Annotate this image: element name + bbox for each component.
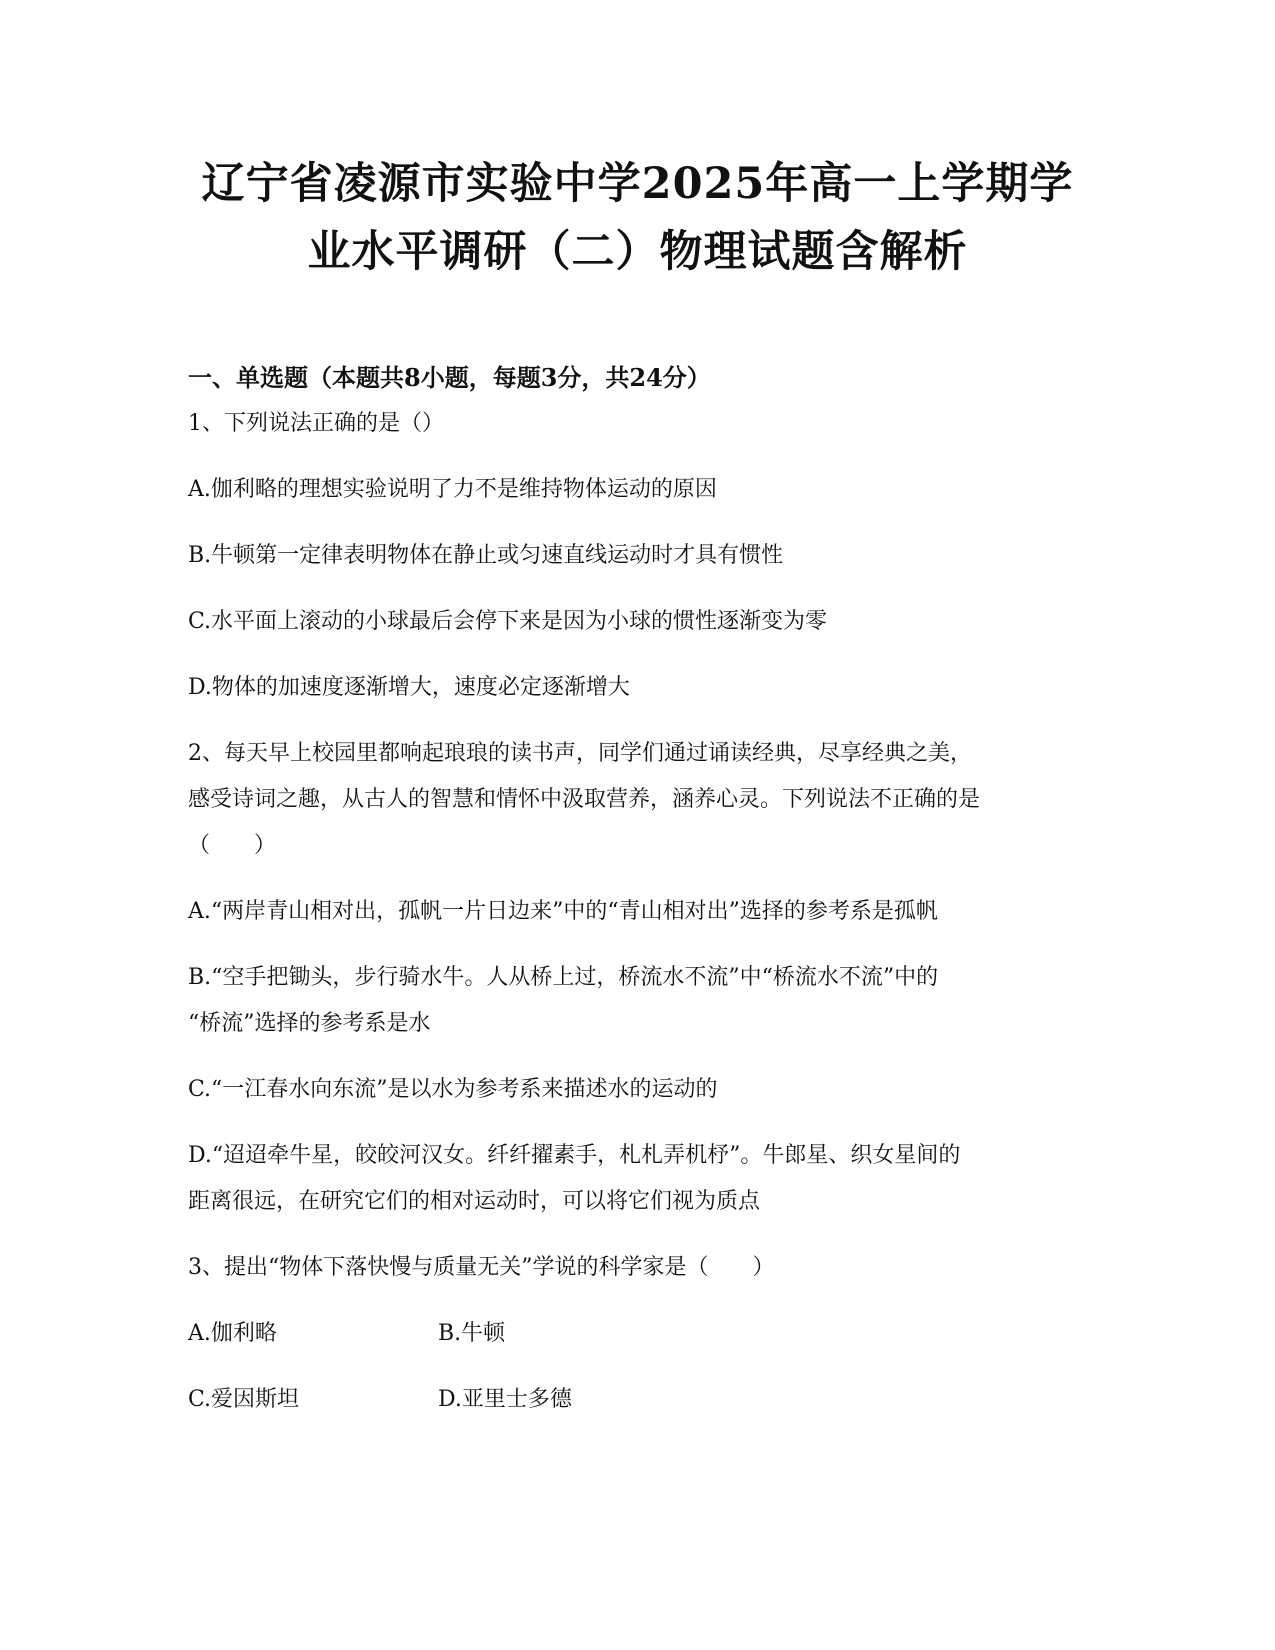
question-3-stem: 3、提出“物体下落快慢与质量无关”学说的科学家是（ ） <box>188 1255 775 1280</box>
question-3-options-row-2 <box>188 1382 572 1413</box>
question-2-option-d-line-2: 距离很远，在研究它们的相对运动时，可以将它们视为质点 <box>188 1189 761 1214</box>
question-2-stem-line-2: 感受诗词之趣，从古人的智慧和情怀中汲取营养，涵养心灵。下列说法不正确的是 <box>188 787 981 812</box>
document-title-line-2: 业水平调研（二）物理试题含解析 <box>307 227 968 277</box>
question-2-stem-line-1: 2、每天早上校园里都响起琅琅的读书声，同学们通过诵读经典，尽享经典之美， <box>188 741 972 766</box>
question-2-option-b-line-1: B.“空手把锄头，步行骑水牛。人从桥上过，桥流水不流”中“桥流水不流”中的 <box>188 965 939 990</box>
question-1-option-c: C.水平面上滚动的小球最后会停下来是因为小球的惯性逐渐变为零 <box>188 609 828 634</box>
question-1-stem: 1、下列说法正确的是（） <box>188 411 444 436</box>
question-2-option-d-line-1: D.“迢迢牵牛星，皎皎河汉女。纤纤擢素手，札札弄机杼”。牛郎星、织女星间的 <box>188 1143 961 1168</box>
question-2-stem-line-3: （ ） <box>188 833 277 858</box>
question-3-option-d: D.亚里士多德 <box>438 1387 572 1412</box>
question-1-option-b: B.牛顿第一定律表明物体在静止或匀速直线运动时才具有惯性 <box>188 543 784 568</box>
question-2-option-c: C.“一江春水向东流”是以水为参考系来描述水的运动的 <box>188 1077 718 1102</box>
question-3-option-c: C.爱因斯坦 <box>188 1387 300 1412</box>
section-heading: 一、单选题（本题共8小题，每题3分，共24分） <box>188 363 711 392</box>
document-title-line-1: 辽宁省凌源市实验中学2025年高一上学期学 <box>201 159 1074 209</box>
question-1-option-d: D.物体的加速度逐渐增大，速度必定逐渐增大 <box>188 675 630 700</box>
question-2-option-a: A.“两岸青山相对出，孤帆一片日边来”中的“青山相对出”选择的参考系是孤帆 <box>188 899 938 924</box>
question-3-options-row-1 <box>188 1316 506 1347</box>
question-1-option-a: A.伽利略的理想实验说明了力不是维持物体运动的原因 <box>188 477 717 502</box>
question-3-option-b: B.牛顿 <box>438 1321 506 1346</box>
question-2-option-b-line-2: “桥流”选择的参考系是水 <box>188 1011 431 1036</box>
question-3-option-a: A.伽利略 <box>188 1321 277 1346</box>
